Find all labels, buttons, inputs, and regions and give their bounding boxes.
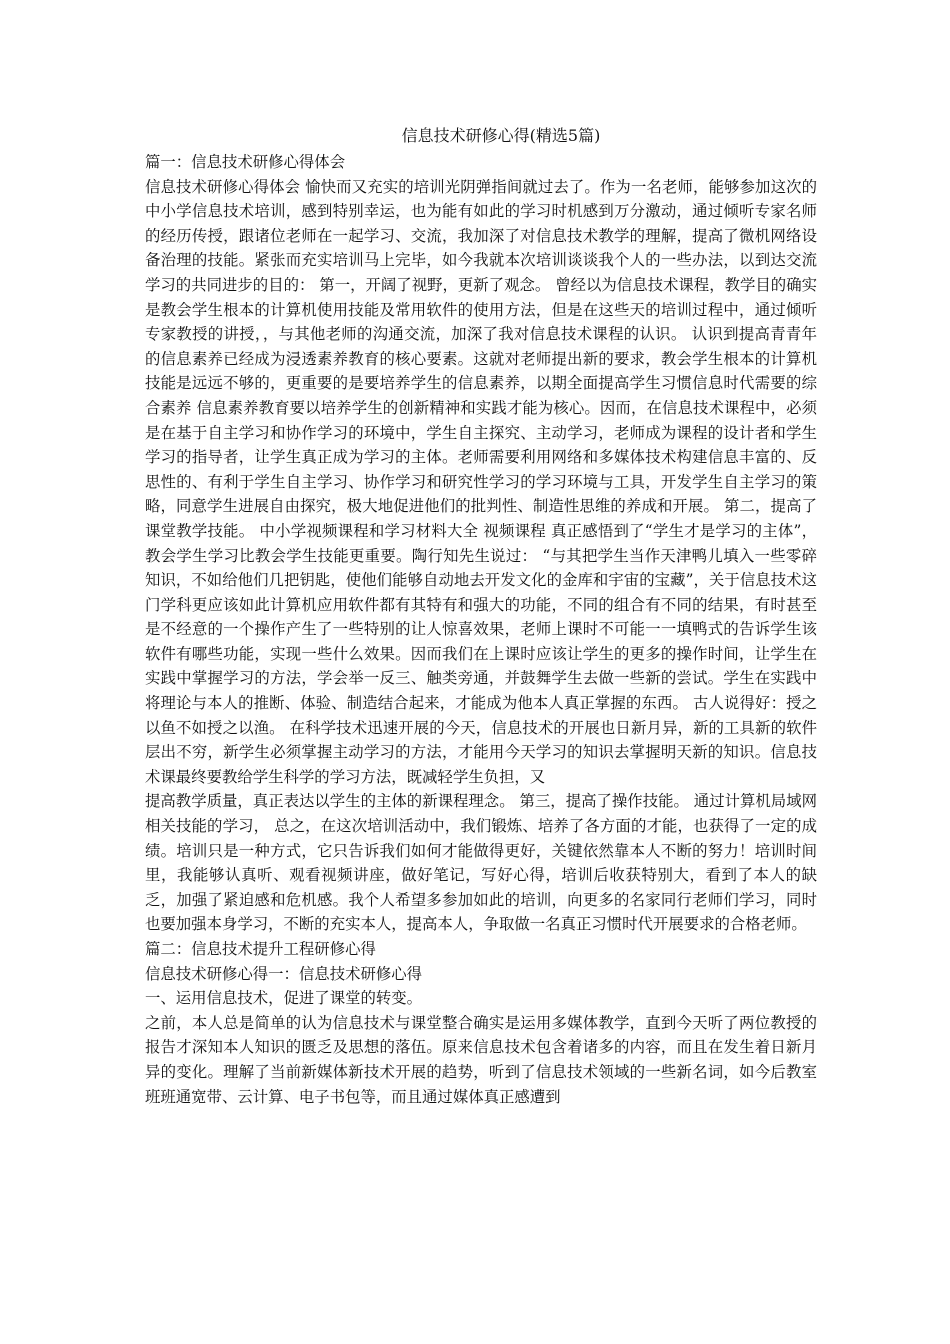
paragraph-3: 之前，本人总是简单的认为信息技术与课堂整合确实是运用多媒体教学，直到今天听了两位教授的报告才深知本人知识的匮乏及思想的落伍。原来信息技术包含着诸多的内容，而且在发生着日新月异的变化。理解了当前新媒体新技术开展的趋势，听到了信息技术领域的一些新名词，如今后教室班班通宽带、云计算、电子书包等，而且通过媒体真正感遭到 [145,1013,817,1106]
document-title: 信息技术研修心得(精选5篇) [401,126,601,145]
document-page [145,124,817,1109]
paragraph-2: 提高教学质量，真正表达以学生的主体的新课程理念。 第三，提高了操作技能。 通过计算机局域网相关技能的学习， 总之，在这次培训活动中，我们锻炼、培养了各方面的才能，也获得了一定的成绩。培训只是一种方式，它只告诉我们如何才能做得更好，关键依然靠本人不断的努力！培训时间里，我能够认真听、观看视频讲座，做好笔记，写好心得，培训后收获特别大，看到了本人的缺乏，加强了紧迫感和危机感。我个人希望多参加如此的培训，向更多的名家同行老师们学习，同时也要加强本身学习，不断的充实本人，提高本人，争取做一名真正习惯时代开展要求的合格老师。 [145,792,817,934]
section-heading-1: 篇一：信息技术研修心得体会 [145,153,346,171]
paragraph-1: 信息技术研修心得体会 愉快而又充实的培训光阴弹指间就过去了。作为一名老师，能够参加这次的中小学信息技术培训，感到特别幸运，也为能有如此的学习时机感到万分激动，通过倾听专家名师的经历传授，跟诸位老师在一起学习、交流，我加深了对信息技术教学的理解，提高了微机网络设备治理的技能。紧张而充实培训马上完毕，如今我就本次培训谈谈我个人的一些办法，以到达交流学习的共同进步的目的： 第一，开阔了视野，更新了观念。 曾经以为信息技术课程，教学目的确实是教会学生根本的计算机使用技能及常用软件的使用方法，但是在这些天的培训过程中，通过倾听专家教授的讲授，，与其他老师的沟通交流，加深了我对信息技术课程的认识。 认识到提高青青年的信息素养已经成为浸透素养教育的核心要素。这就对老师提出新的要求，教会学生根本的计算机技能是远远不够的，更重要的是要培养学生的信息素养，以期全面提高学生习惯信息时代需要的综合素养 信息素养教育要以培养学生的创新精神和实践才能为核心。因而，在信息技术课程中，必须是在基于自主学习和协作学习的环境中，学生自主探究、主动学习，老师成为课程的设计者和学生学习的指导者，让学生真正成为学习的主体。老师需要利用网络和多媒体技术构建信息丰富的、反思性的、有利于学生自主学习、协作学习和研究性学习的学习环境与工具，开发学生自主学习的策略，同意学生进展自由探究，极大地促进他们的批判性、制造性思维的养成和开展。 第二，提高了课堂教学技能。 中小学视频课程和学习材料大全 视频课程 真正感悟到了“学生才是学习的主体”，教会学生学习比教会学生技能更重要。陶行知先生说过： “与其把学生当作天津鸭儿填入一些零碎知识，不如给他们几把钥匙，使他们能够自动地去开发文化的金库和宇宙的宝藏”，关于信息技术这门学科更应该如此计算机应用软件都有其特有和强大的功能，不同的组合有不同的结果，有时甚至是不经意的一个操作产生了一些特别的让人惊喜效果，老师上课时不可能一一填鸭式的告诉学生该软件有哪些功能，实现一些什么效果。因而我们在上课时应该让学生的更多的操作时间，让学生在实践中掌握学习的方法，学会举一反三、触类旁通，并鼓舞学生去做一些新的尝试。学生在实践中将理论与本人的推断、体验、制造结合起来，才能成为他本人真正掌握的东西。 古人说得好：授之以鱼不如授之以渔。 在科学技术迅速开展的今天，信息技术的开展也日新月异，新的工具新的软件层出不穷，新学生必须掌握主动学习的方法，才能用今天学习的知识去掌握明天新的知识。信息技术课最终要教给学生科学的学习方法，既减轻学生负担，又 [145,177,817,786]
section-heading-2: 篇二：信息技术提升工程研修心得 [145,940,376,958]
subheading-2: 一、运用信息技术，促进了课堂的转变。 [145,989,423,1008]
subheading-1: 信息技术研修心得一：信息技术研修心得 [145,964,423,983]
